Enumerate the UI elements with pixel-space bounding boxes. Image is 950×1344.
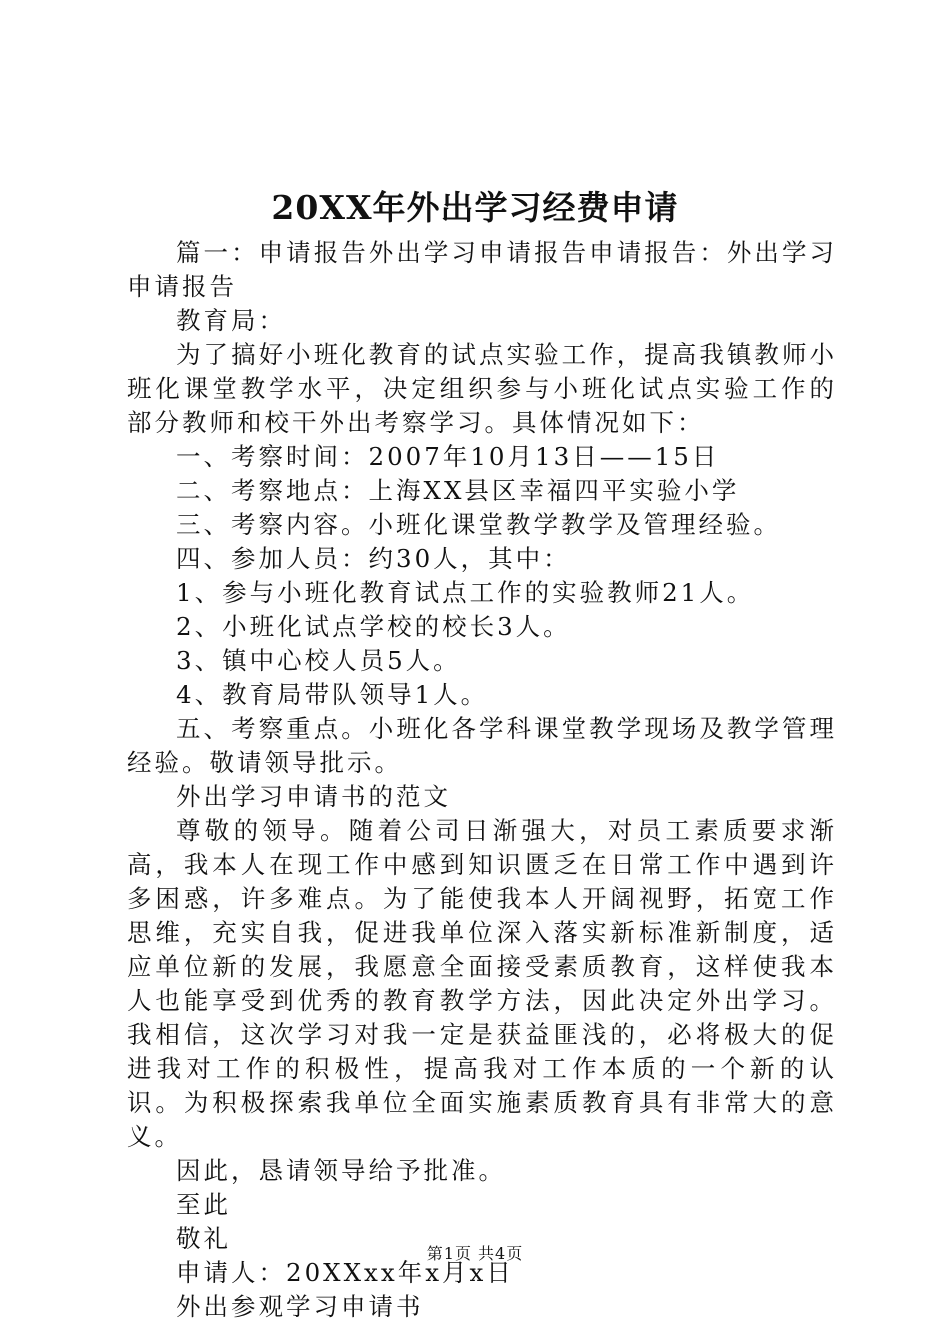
paragraph-closing-2: 敬礼 <box>176 1224 231 1253</box>
document-body <box>127 236 837 1324</box>
paragraph-item-focus: 五、考察重点。小班化各学科课堂教学现场及教学管理经验。敬请领导批示。 <box>127 714 837 777</box>
paragraph-closing-1: 至此 <box>176 1190 231 1219</box>
paragraph-heading-1: 篇一：申请报告外出学习申请报告申请报告：外出学习申请报告 <box>127 238 837 301</box>
paragraph-subitem-2: 2、小班化试点学校的校长3人。 <box>176 612 571 641</box>
paragraph-item-time: 一、考察时间：2007年10月13日——15日 <box>176 442 720 471</box>
paragraph-subitem-1: 1、参与小班化教育试点工作的实验教师21人。 <box>176 578 755 607</box>
paragraph-subitem-4: 4、教育局带队领导1人。 <box>176 680 489 709</box>
paragraph-item-content: 三、考察内容。小班化课堂教学教学及管理经验。 <box>176 510 781 539</box>
page-footer: 第1页 共4页 <box>426 1244 524 1263</box>
paragraph-heading-2: 外出学习申请书的范文 <box>176 782 451 811</box>
paragraph-salutation: 教育局： <box>176 306 286 335</box>
paragraph-heading-3: 外出参观学习申请书 <box>176 1292 424 1321</box>
paragraph-letter-body: 尊敬的领导。随着公司日渐强大，对员工素质要求渐高，我本人在现工作中感到知识匮乏在日常工作中遇到许多困惑，许多难点。为了能使我本人开阔视野，拓宽工作思维，充实自我，促进我单位深入落实新标准新制度，适应单位新的发展，我愿意全面接受素质教育，这样使我本人也能享受到优秀的教育教学方法，因此决定外出学习。我相信，这次学习对我一定是获益匪浅的，必将极大的促进我对工作的积极性，提高我对工作本质的一个新的认识。为积极探索我单位全面实施素质教育具有非常大的意义。 <box>127 816 837 1151</box>
paragraph-signature: 申请人：20XXxx年x月x日 <box>176 1258 514 1287</box>
paragraph-subitem-3: 3、镇中心校人员5人。 <box>176 646 461 675</box>
paragraph-item-location: 二、考察地点：上海XX县区幸福四平实验小学 <box>176 476 740 505</box>
paragraph-item-participants: 四、参加人员：约30人，其中： <box>176 544 571 573</box>
paragraph-request: 因此，恳请领导给予批准。 <box>176 1156 506 1185</box>
document-title: 20XX年外出学习经费申请 <box>271 188 679 227</box>
paragraph-intro: 为了搞好小班化教育的试点实验工作，提高我镇教师小班化课堂教学水平，决定组织参与小班化试点实验工作的部分教师和校干外出考察学习。具体情况如下： <box>127 340 837 437</box>
